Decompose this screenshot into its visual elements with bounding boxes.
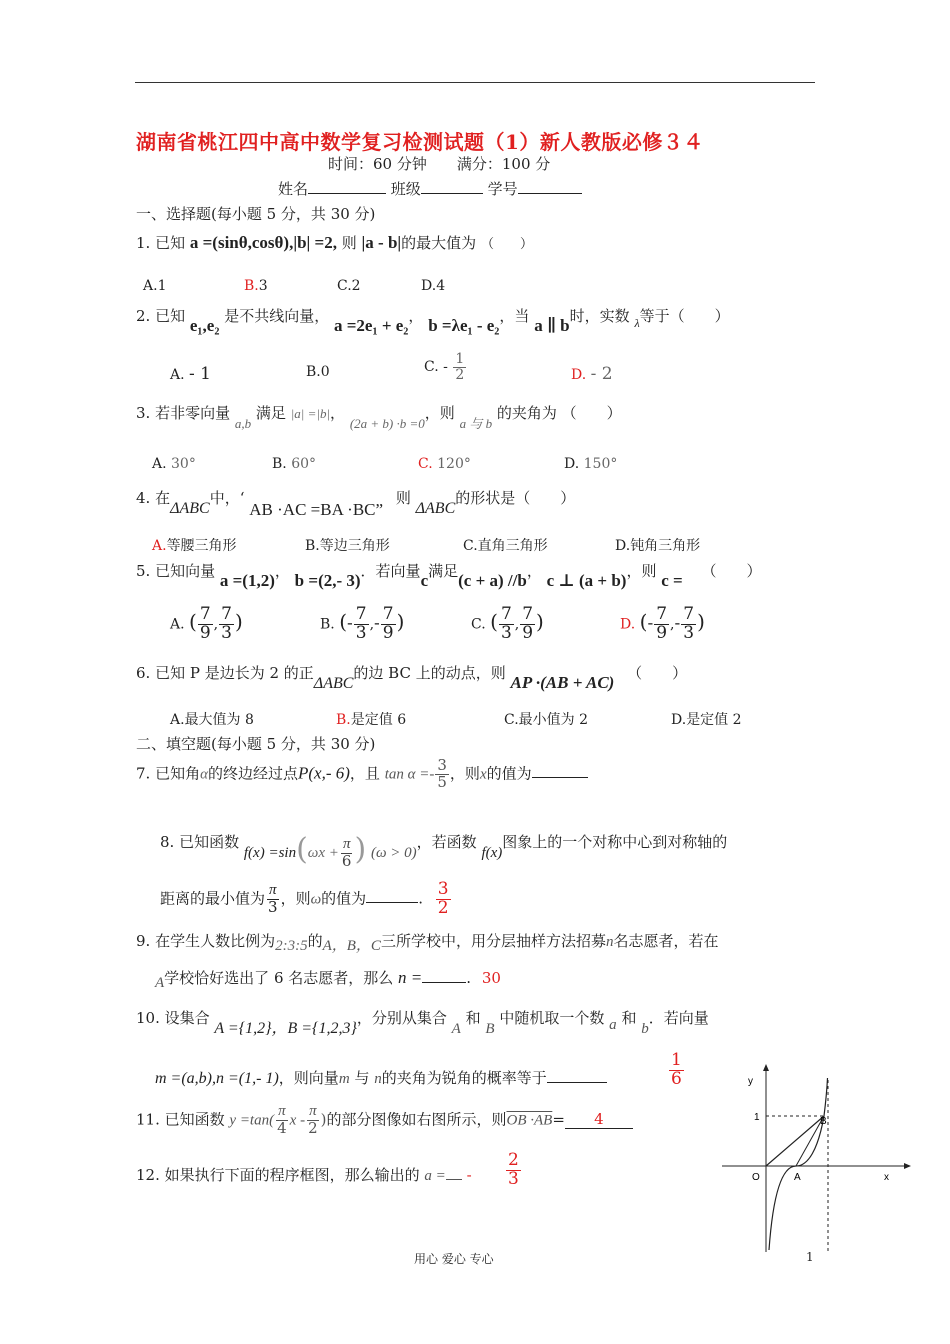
q12-prefix: 12. 如果执行下面的程序框图，那么输出的 xyxy=(136,1166,420,1184)
option-text: 2 xyxy=(351,278,361,294)
sign: - xyxy=(374,613,380,634)
option-text: 60° xyxy=(291,456,317,472)
question-5: 5. 已知向量 a =(1,2)， b =(2,- 3)．若向量c满足(c + a) //b， c ⊥ (a + b)，则 c = （ ） xyxy=(136,562,762,590)
q1-formula: a =(sinθ,cosθ),|b| =2, xyxy=(189,233,337,252)
fraction-denominator: 6 xyxy=(671,1068,682,1089)
q4-triangle: ΔABC xyxy=(170,500,210,517)
q8-line2-suffix: 的值为 xyxy=(321,889,367,908)
q10-sets: A ={1,2}，B ={1,2,3} xyxy=(214,1020,357,1037)
q2-formula1: a =2e₁ + e₂ xyxy=(334,316,409,335)
fraction-numerator: 1 xyxy=(671,1050,682,1070)
q3-option-d[interactable] xyxy=(564,456,617,472)
fraction-numerator: 7 xyxy=(382,604,394,624)
q3-pair: a 与 b xyxy=(459,416,493,431)
option-text: 等边三角形 xyxy=(319,538,390,554)
q9-prefix: 9. 在学生人数比例为 xyxy=(136,932,276,950)
option-label: A. xyxy=(170,616,185,633)
q12-answer-blank[interactable] xyxy=(446,1179,462,1180)
q3-answer-paren: （ ） xyxy=(561,404,622,422)
option-text: 30° xyxy=(171,456,196,472)
q5-option-c[interactable]: C. ( $\frac{7}{3}$ , $\frac{7}{9}$ ) xyxy=(471,604,544,643)
option-label: B. xyxy=(244,278,259,294)
question-9-line-2: A学校恰好选出了 6 名志愿者，那么 n = . 30 xyxy=(155,968,501,991)
q5-answer-paren: （ ） xyxy=(701,562,762,580)
header-rule xyxy=(135,82,815,83)
q6-option-a[interactable] xyxy=(170,709,254,729)
fraction-denominator: 4 xyxy=(277,1118,287,1137)
q11-fraction-2 xyxy=(306,1104,320,1137)
option-label: A. xyxy=(143,278,158,294)
q4-suffix: 的形状是（ ） xyxy=(455,489,576,507)
fraction xyxy=(654,606,669,643)
y-one-label: 1 xyxy=(754,1112,760,1123)
number-blank[interactable] xyxy=(518,179,582,194)
q12-var: a = xyxy=(424,1168,446,1184)
q7-alpha: α xyxy=(200,766,208,783)
y-axis-arrow xyxy=(763,1064,769,1071)
q4-option-c[interactable] xyxy=(463,535,548,555)
q11-dot-product: OB ·AB xyxy=(506,1112,553,1129)
q7-answer-blank[interactable] xyxy=(532,763,588,778)
number-label: 学号 xyxy=(487,180,518,198)
q7-mid3: ，则 xyxy=(449,764,480,783)
q5-option-b[interactable]: B. (- $\frac{7}{3}$ ,- $\frac{7}{9}$ ) xyxy=(320,604,405,643)
option-label: B. xyxy=(272,456,287,472)
name-label: 姓名 xyxy=(278,180,309,198)
q7-tan: tan α =- xyxy=(384,766,435,783)
q1-answer-paren: （ ） xyxy=(480,237,533,252)
tangent-graph xyxy=(716,1060,916,1255)
q4-option-b[interactable] xyxy=(305,535,390,555)
q10-mid1: ，分别从集合 xyxy=(356,1009,447,1027)
q3-vars: a,b xyxy=(234,416,252,431)
fraction-numerator: 1 xyxy=(455,351,465,367)
q2-mid1: 是不共线向量， xyxy=(224,307,330,325)
option-label: C. xyxy=(471,616,486,633)
q10-with: 与 xyxy=(354,1069,370,1087)
q9-answer-blank[interactable] xyxy=(422,968,466,983)
fraction-numerator: π xyxy=(342,835,351,852)
q2-option-b[interactable] xyxy=(306,364,330,380)
student-info-line xyxy=(278,178,582,199)
q8-line2-fraction xyxy=(266,883,280,916)
section-2-heading: 二、填空题(每小题 5 分，共 30 分) xyxy=(136,735,376,753)
fraction-denominator: 3 xyxy=(221,622,232,643)
option-text: 4 xyxy=(436,278,446,294)
section-1-heading: 一、选择题(每小题 5 分，共 30 分) xyxy=(136,205,376,223)
q3-option-b[interactable] xyxy=(272,456,316,472)
q5-vector-b: b =(2,- 3) xyxy=(294,571,361,590)
q6-answer-paren: （ ） xyxy=(627,664,688,682)
q2-option-c-fraction xyxy=(453,352,466,382)
q2-suffix: 等于（ ） xyxy=(639,307,730,325)
q8-suffix: 图象上的一个对称中心到对称轴的 xyxy=(502,833,728,851)
option-label: A. xyxy=(170,712,185,728)
option-text: 最小值为 2 xyxy=(518,712,589,728)
fraction-numerator: 3 xyxy=(437,879,449,899)
fraction-denominator: 3 xyxy=(508,1168,519,1189)
q8-condition: (ω > 0) xyxy=(370,845,417,861)
fraction-denominator: 5 xyxy=(437,772,447,791)
q7-x: x xyxy=(479,766,487,783)
q6-prefix: 6. 已知 P 是边长为 2 的正 xyxy=(136,664,314,682)
q5-vector-c: c xyxy=(420,571,429,590)
q8-arg: ωx + xyxy=(307,845,339,861)
q11-prefix: 11. 已知函数 xyxy=(136,1110,225,1129)
q8-func: f(x) =sin xyxy=(243,845,297,861)
q3-option-a[interactable] xyxy=(152,456,196,472)
q7-fraction xyxy=(435,758,449,791)
fraction-denominator: 3 xyxy=(355,622,367,643)
sign: - xyxy=(347,613,353,634)
fraction-denominator: 9 xyxy=(199,622,211,643)
option-label: B. xyxy=(336,712,351,728)
q6-triangle: ΔABC xyxy=(313,675,354,692)
q3-cond2: (2a + b) ·b =0 xyxy=(349,416,425,431)
q4-triangle-2: ΔABC xyxy=(415,500,456,517)
q6-mid: 的边 BC 上的动点，则 xyxy=(353,664,506,682)
option-text: - xyxy=(443,359,448,376)
q12-answer-sign: - xyxy=(466,1166,472,1184)
q2-option-d[interactable] xyxy=(571,364,613,384)
q2-formula2: b =λe₁ - e₂ xyxy=(428,316,500,335)
q10-answer-blank[interactable] xyxy=(547,1068,607,1083)
q8-line2-prefix: 距离的最小值为 xyxy=(160,889,266,908)
q4-mid2: 则 xyxy=(395,489,411,507)
q12-answer xyxy=(506,1152,521,1189)
fraction-denominator: 3 xyxy=(500,622,512,643)
q9-schools: A，B，C xyxy=(322,938,381,954)
point-a-label: A xyxy=(794,1172,801,1183)
q10-n: n xyxy=(374,1071,382,1087)
fraction-denominator: 2 xyxy=(308,1118,318,1137)
fraction-numerator: 7 xyxy=(221,604,232,624)
q2-mid2: ，当 xyxy=(499,307,530,325)
question-7 xyxy=(136,758,588,791)
q5-result: c = xyxy=(661,571,683,590)
fraction-denominator: 9 xyxy=(382,622,394,643)
q8-mid: ，若函数 xyxy=(416,833,477,851)
q1-suffix: 的最大值为 xyxy=(401,234,477,252)
question-12 xyxy=(136,1164,472,1185)
time-info: 时间：60 分钟 满分：100 分 xyxy=(328,155,551,173)
fraction-denominator: 3 xyxy=(268,897,278,916)
q3-suffix: 的夹角为 xyxy=(496,404,557,422)
fraction-numerator: π xyxy=(269,882,277,899)
option-label: D. xyxy=(615,538,631,554)
sign: - xyxy=(647,613,654,634)
q11-mid: 的部分图像如右图所示，则 xyxy=(326,1110,507,1129)
q10-and2: 和 xyxy=(621,1009,637,1027)
q8-line2-mid: ，则 xyxy=(280,889,311,908)
q5-prefix: 5. 已知向量 xyxy=(136,562,216,580)
q5-condition-2: c ⊥ (a + b) xyxy=(546,571,627,590)
fraction-numerator: 7 xyxy=(683,604,695,624)
origin-label: O xyxy=(752,1172,760,1183)
page-number: 1 xyxy=(806,1250,814,1264)
class-blank[interactable] xyxy=(421,179,483,194)
q9-line2-eq: n = xyxy=(398,968,423,987)
question-11 xyxy=(136,1104,633,1137)
option-label: B. xyxy=(305,538,320,554)
q11-answer: 4 xyxy=(594,1110,604,1129)
option-text: - 1 xyxy=(189,364,211,384)
option-text: 是定值 6 xyxy=(350,712,407,728)
footer-motto: 用心 爱心 专心 xyxy=(414,1252,494,1266)
q9-line2-text: 学校恰好选出了 6 名志愿者，那么 xyxy=(164,969,394,987)
q6-formula: AP ·(AB + AC) xyxy=(510,673,615,692)
q5-option-d[interactable]: D. (- $\frac{7}{9}$ ,- $\frac{7}{3}$ ) xyxy=(620,604,705,643)
q9-mid1: 的 xyxy=(307,932,323,950)
option-text: 等腰三角形 xyxy=(166,538,237,554)
q7-mid2: ，且 xyxy=(349,764,380,783)
q6-option-c[interactable] xyxy=(504,709,588,729)
q2-lambda: λ xyxy=(634,316,640,330)
option-text: 最大值为 8 xyxy=(184,712,254,728)
q8-func2: f(x) xyxy=(481,845,503,861)
q3-mid2: ，则 xyxy=(424,404,455,422)
fraction-numerator: 7 xyxy=(656,604,668,624)
option-label: A. xyxy=(170,367,185,383)
option-text: 直角三角形 xyxy=(477,538,548,554)
option-label: C. xyxy=(337,278,352,294)
question-3: 3. 若非零向量 a,b 满足 |a| =|b|， (2a + b) ·b =0，则 a 与 b 的夹角为 （ ） xyxy=(136,404,622,431)
option-text: 3 xyxy=(258,278,268,294)
q3-mid1: 满足 xyxy=(255,404,286,422)
q8-answer-blank[interactable] xyxy=(366,888,418,903)
q2-option-a[interactable] xyxy=(170,364,211,384)
fraction xyxy=(219,606,234,643)
question-10-line-2 xyxy=(155,1067,607,1088)
question-4 xyxy=(136,487,576,519)
option-text: - 2 xyxy=(590,364,613,384)
fraction-denominator: 2 xyxy=(437,897,449,918)
option-text: 120° xyxy=(437,456,471,472)
fraction-numerator: 7 xyxy=(355,604,367,624)
question-6 xyxy=(136,662,688,692)
class-label: 班级 xyxy=(390,180,421,198)
fraction xyxy=(381,606,396,643)
q10-line2-text2: 的夹角为锐角的概率等于 xyxy=(381,1069,547,1087)
q1-option-d[interactable] xyxy=(421,278,445,294)
question-8: 8. 已知函数 f(x) =sin(ωx + $\frac{\pi}{6}$ ) (ω > 0)，若函数 f(x)图象上的一个对称中心到对称轴的 xyxy=(160,832,728,870)
option-label: D. xyxy=(564,456,580,472)
q2-mid3: 时，实数 xyxy=(569,307,630,325)
q4-option-a[interactable] xyxy=(152,535,237,555)
option-label: D. xyxy=(671,712,687,728)
q5-mid3: ，则 xyxy=(626,562,657,580)
question-2: 2. 已知 e₁,e₂ 是不共线向量， a =2e₁ + e₂， b =λe₁ - e₂，当 a ∥ b时，实数 $_\lambda$等于（ ） xyxy=(136,307,730,335)
segment-OB xyxy=(766,1116,824,1166)
q1-option-a[interactable] xyxy=(143,278,166,294)
q11-func: y =tan( xyxy=(229,1112,275,1129)
q8-fraction xyxy=(340,837,354,870)
fraction xyxy=(681,606,696,643)
fraction-denominator: 2 xyxy=(455,366,465,383)
q10-A: A xyxy=(451,1021,461,1037)
question-10 xyxy=(136,1005,709,1037)
option-label: B. xyxy=(306,364,321,380)
q10-answer xyxy=(669,1052,684,1089)
q4-condition: AB ·AC =BA ·BC” xyxy=(249,500,384,519)
q9-answer: 30 xyxy=(481,969,501,987)
q5-vector-a: a =(1,2) xyxy=(219,571,275,590)
q7-prefix: 7. 已知角 xyxy=(136,764,201,783)
q7-mid1: 的终边经过点 xyxy=(207,764,298,783)
fraction xyxy=(354,606,369,643)
q3-option-c[interactable] xyxy=(418,456,471,472)
q9-suffix: 名志愿者，若在 xyxy=(613,932,719,950)
q1-mid: 则 xyxy=(341,234,357,252)
q11-eq: = xyxy=(552,1110,565,1129)
q10-suffix: ．若向量 xyxy=(648,1009,709,1027)
fraction-denominator: 6 xyxy=(341,851,352,870)
option-label: C. xyxy=(418,456,433,472)
fraction-denominator: 9 xyxy=(656,622,668,643)
fraction xyxy=(198,606,213,643)
q10-a: a xyxy=(609,1017,617,1033)
q4-mid1: 中，‘ xyxy=(209,489,245,507)
name-blank[interactable] xyxy=(308,179,386,194)
q4-option-d[interactable] xyxy=(615,535,700,555)
q10-m: m xyxy=(338,1071,350,1087)
q8-omega: ω xyxy=(310,891,322,908)
option-label: C. xyxy=(504,712,519,728)
fraction-numerator: 7 xyxy=(199,604,211,624)
question-1 xyxy=(136,232,533,253)
fraction-denominator: 9 xyxy=(522,622,534,643)
q9-n: n xyxy=(605,934,614,950)
fraction xyxy=(499,606,514,643)
q9-ratio: 2:3:5 xyxy=(275,938,308,954)
q1-formula2: |a - b| xyxy=(361,233,402,252)
q3-cond1: |a| =|b| xyxy=(290,406,331,421)
q8-answer xyxy=(436,881,451,918)
sign: - xyxy=(674,613,681,634)
fraction-numerator: 7 xyxy=(500,604,512,624)
q5-condition-1: (c + a) //b xyxy=(458,571,527,590)
q6-option-d[interactable] xyxy=(671,709,742,729)
option-text: 0 xyxy=(320,364,330,380)
q2-option-c[interactable] xyxy=(424,352,467,382)
option-label: D. xyxy=(571,367,587,383)
q2-prefix: 2. 已知 xyxy=(136,307,186,325)
fraction-denominator: 3 xyxy=(683,622,695,643)
q7-point: P(x,- 6) xyxy=(297,763,350,783)
q10-prefix: 10. 设集合 xyxy=(136,1009,210,1027)
q11-close: ) xyxy=(320,1110,327,1129)
q2-parallel: a ∥ b xyxy=(534,316,570,335)
x-axis-label: x xyxy=(884,1172,889,1183)
q10-line2-vectors: m =(a,b),n =(1,- 1) xyxy=(155,1070,279,1087)
fraction-numerator: π xyxy=(278,1103,286,1119)
q6-option-b[interactable] xyxy=(336,709,406,729)
fraction-numerator: 2 xyxy=(508,1150,519,1170)
q11-answer-blank[interactable] xyxy=(565,1110,633,1129)
fraction xyxy=(520,606,535,643)
fraction-numerator: 7 xyxy=(522,604,534,624)
question-9 xyxy=(136,930,719,954)
option-label: D. xyxy=(421,278,437,294)
q10-line2-text1: ，则向量 xyxy=(278,1069,339,1087)
q8-prefix: 8. 已知函数 xyxy=(160,833,240,851)
option-label: D. xyxy=(620,616,636,633)
q1-prefix: 1. 已知 xyxy=(136,234,186,252)
option-text: 钝角三角形 xyxy=(630,538,701,554)
point-b-label: B xyxy=(820,1116,827,1127)
fraction-numerator: π xyxy=(309,1103,317,1119)
option-text: 是定值 2 xyxy=(686,712,742,728)
q7-suffix: 的值为 xyxy=(486,764,532,783)
q1-option-c[interactable] xyxy=(337,278,361,294)
option-text: 150° xyxy=(583,456,618,472)
q1-option-b[interactable] xyxy=(244,278,268,294)
option-label: C. xyxy=(463,538,478,554)
option-label: C. xyxy=(424,359,439,376)
fraction-numerator: 3 xyxy=(437,756,447,774)
q10-B: B xyxy=(485,1021,495,1037)
option-label: B. xyxy=(320,616,335,633)
q5-mid2: 满足 xyxy=(428,562,459,580)
q5-mid1: ．若向量 xyxy=(360,562,421,580)
q9-line2-a: A xyxy=(155,975,165,991)
tangent-curve xyxy=(769,1078,828,1250)
q10-and1: 和 xyxy=(465,1009,481,1027)
q11-fraction-1 xyxy=(275,1104,289,1137)
question-8-line-2: 距离的最小值为 $\frac{\pi}{3}$ ，则ω的值为 . $\frac{3}{2}$ xyxy=(160,879,449,918)
page-title: 湖南省桃江四中高中数学复习检测试题（1）新人教版必修３４ xyxy=(136,130,704,154)
q10-mid2: 中随机取一个数 xyxy=(499,1009,605,1027)
option-label: A. xyxy=(152,538,167,554)
q11-xminus: x - xyxy=(289,1112,306,1129)
q9-mid2: 三所学校中，用分层抽样方法招募 xyxy=(380,932,606,950)
q5-option-a[interactable]: A. ( $\frac{7}{9}$ , $\frac{7}{3}$ ) xyxy=(170,604,243,643)
option-label: A. xyxy=(152,456,167,472)
q3-prefix: 3. 若非零向量 xyxy=(136,404,231,422)
q10-b: b xyxy=(641,1021,649,1037)
option-text: 1 xyxy=(157,278,167,294)
x-axis-arrow xyxy=(904,1163,911,1169)
q2-vectors: e₁,e₂ xyxy=(189,316,220,335)
y-axis-label: y xyxy=(748,1076,753,1087)
q4-prefix: 4. 在 xyxy=(136,489,171,507)
